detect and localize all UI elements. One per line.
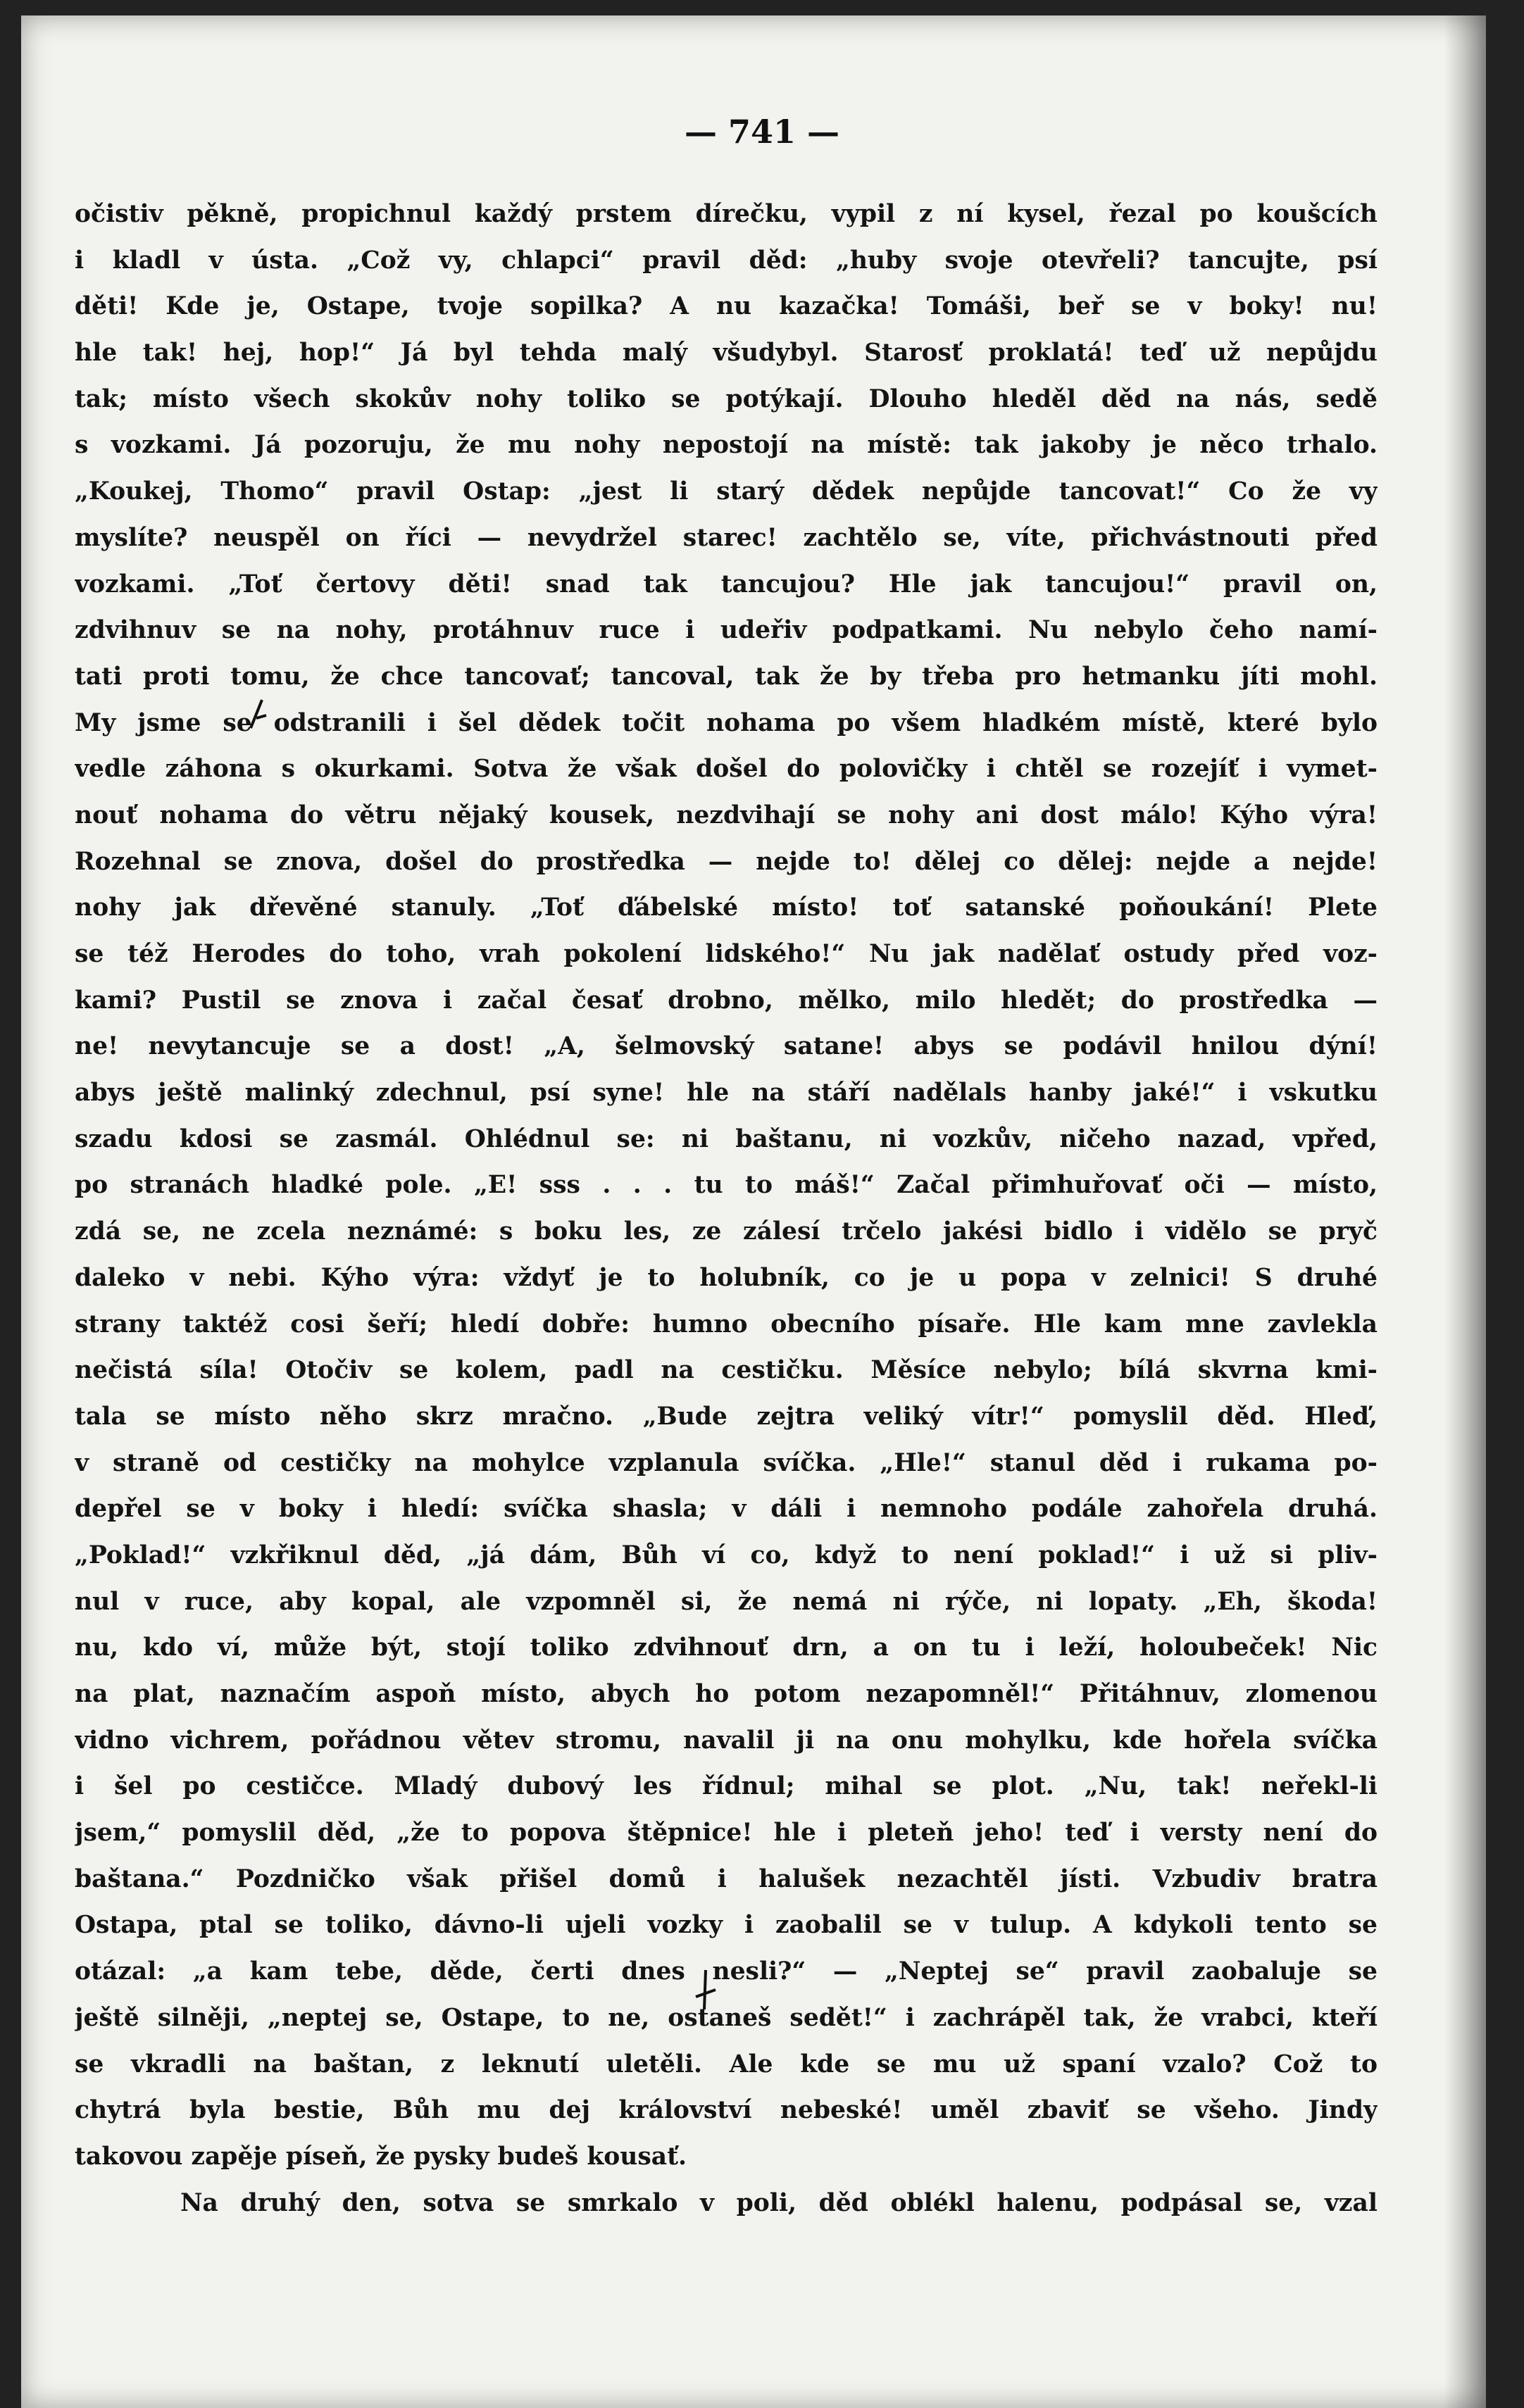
text-line: abys ještě malinký zdechnul, psí syne! hle na stáří nadělals hanby jaké!“ i vskutku xyxy=(75,1079,1378,1108)
page-number: — 741 — xyxy=(684,113,840,151)
page-text xyxy=(75,192,1378,2226)
text-line: „Koukej, Thomo“ pravil Ostap: „jest li starý dědek nepůjde tancovat!“ Co že vy xyxy=(75,477,1378,506)
text-line: nouť nohama do větru nějaký kousek, nezdvihají se nohy ani dost málo! Kýho výra! xyxy=(75,801,1378,829)
handwritten-ink-mark xyxy=(692,1969,720,2011)
text-line: depřel se v boky i hledí: svíčka shasla; v dáli i nemnoho podále zahořela druhá. xyxy=(75,1495,1378,1524)
text-line: se vkradli na baštan, z leknutí uletěli. Ale kde se mu už spaní vzalo? Což to xyxy=(75,2050,1378,2078)
text-line: My jsme se odstranili i šel dědek točit nohama po všem hladkém místě, které bylo xyxy=(75,708,1378,737)
text-line: Ostapa, ptal se toliko, dávno-li ujeli vozky i zaobalil se v tulup. A kdykoli tento se xyxy=(75,1911,1378,1940)
page-edge-shadow xyxy=(1444,15,1486,2408)
text-line: daleko v nebi. Kýho výra: vždyť je to holubník, co je u popa v zelnici! S druhé xyxy=(75,1263,1378,1292)
text-line: vozkami. „Toť čertovy děti! snad tak tancujou? Hle jak tancujou!“ pravil on, xyxy=(75,570,1378,598)
handwritten-ink-mark xyxy=(248,697,269,731)
text-line: nohy jak dřevěné stanuly. „Toť ďábelské místo! toť satanské poňoukání! Plete xyxy=(75,893,1378,922)
text-line: nu, kdo ví, může být, stojí toliko zdvihnouť drn, a on tu i leží, holoubeček! Nic xyxy=(75,1633,1378,1662)
text-line: zdvihnuv se na nohy, protáhnuv ruce i udeřiv podpatkami. Nu nebylo čeho namí- xyxy=(75,616,1378,645)
text-line: i šel po cestičce. Mladý dubový les řídnul; mihal se plot. „Nu, tak! neřekl-li xyxy=(75,1772,1378,1801)
text-line: hle tak! hej, hop!“ Já byl tehda malý všudybyl. Starosť proklatá! teď už nepůjdu xyxy=(75,339,1378,368)
text-line: Rozehnal se znova, došel do prostředka — nejde to! dělej co dělej: nejde a nejde! xyxy=(75,847,1378,876)
text-line: chytrá byla bestie, Bůh mu dej království nebeské! uměl zbaviť se všeho. Jindy xyxy=(75,2096,1378,2125)
text-line: vidno vichrem, pořádnou větev stromu, navalil ji na onu mohylku, kde hořela svíčka xyxy=(75,1726,1378,1755)
text-line: tak; místo všech skokův nohy toliko se potýkají. Dlouho hleděl děd na nás, sedě xyxy=(75,384,1378,413)
text-line: děti! Kde je, Ostape, tvoje sopilka? A nu kazačka! Tomáši, beř se v boky! nu! xyxy=(75,292,1378,321)
text-line: ještě silněji, „neptej se, Ostape, to ne, ostaneš sedět!“ i zachrápěl tak, že vrabci, kteří xyxy=(75,2003,1378,2032)
text-line: „Poklad!“ vzkřiknul děd, „já dám, Bůh ví co, když to není poklad!“ i už si pliv- xyxy=(75,1541,1378,1569)
text-line: tati proti tomu, že chce tancovať; tancoval, tak že by třeba pro hetmanku jíti mohl. xyxy=(75,662,1378,691)
text-line: kami? Pustil se znova i začal česať drobno, mělko, milo hledět; do prostředka — xyxy=(75,986,1378,1015)
text-line: nul v ruce, aby kopal, ale vzpomněl si, že nemá ni rýče, ni lopaty. „Eh, škoda! xyxy=(75,1587,1378,1616)
text-line: ne! nevytancuje se a dost! „A, šelmovský satane! abys se podávil hnilou dýní! xyxy=(75,1032,1378,1061)
text-line: otázal: „a kam tebe, děde, čerti dnes nesli?“ — „Neptej se“ pravil zaobaluje se xyxy=(75,1957,1378,1986)
text-line: nečistá síla! Otočiv se kolem, padl na cestičku. Měsíce nebylo; bílá skvrna kmi- xyxy=(75,1356,1378,1385)
text-line: vedle záhona s okurkami. Sotva že však došel do polovičky i chtěl se rozejíť i vymet- xyxy=(75,755,1378,784)
text-line-paragraph-end: takovou zapěje píseň, že pysky budeš kousať. xyxy=(75,2142,687,2171)
text-line: očistiv pěkně, propichnul každý prstem dírečku, vypil z ní kysel, řezal po koušcích xyxy=(75,200,1378,228)
text-line: tala se místo něho skrz mračno. „Bude zejtra veliký vítr!“ pomyslil děd. Hleď, xyxy=(75,1402,1378,1431)
text-line: se též Herodes do toho, vrah pokolení lidského!“ Nu jak nadělať ostudy před voz- xyxy=(75,940,1378,968)
text-line: jsem,“ pomyslil děd, „že to popova štěpnice! hle i pleteň jeho! teď i versty není do xyxy=(75,1819,1378,1848)
text-line: na plat, naznačím aspoň místo, abych ho potom nezapomněl!“ Přitáhnuv, zlomenou xyxy=(75,1680,1378,1708)
text-line: s vozkami. Já pozoruju, že mu nohy nepostojí na místě: tak jakoby je něco trhalo. xyxy=(75,431,1378,460)
text-line: i kladl v ústa. „Což vy, chlapci“ pravil děd: „huby svoje otevřeli? tancujte, psí xyxy=(75,246,1378,275)
text-line: v straně od cestičky na mohylce vzplanula svíčka. „Hle!“ stanul děd i rukama po- xyxy=(75,1448,1378,1477)
text-line-paragraph-start: Na druhý den, sotva se smrkalo v poli, děd oblékl halenu, podpásal se, vzal xyxy=(180,2188,1378,2217)
text-line: zdá se, ne zcela neznámé: s boku les, ze zálesí trčelo jakési bidlo i vidělo se pryč xyxy=(75,1217,1378,1246)
text-line: po stranách hladké pole. „E! sss . . . tu to máš!“ Začal přimhuřovať oči — místo, xyxy=(75,1171,1378,1200)
text-line: szadu kdosi se zasmál. Ohlédnul se: ni baštanu, ni vozkův, ničeho nazad, vpřed, xyxy=(75,1124,1378,1153)
text-line: strany taktéž cosi šeří; hledí dobře: humno obecního písaře. Hle kam mne zavlekla xyxy=(75,1310,1378,1338)
text-line: baštana.“ Pozdničko však přišel domů i halušek nezachtěl jísti. Vzbudiv bratra xyxy=(75,1864,1378,1893)
text-line: myslíte? neuspěl on říci — nevydržel starec! zachtělo se, víte, přichvástnouti před xyxy=(75,523,1378,552)
